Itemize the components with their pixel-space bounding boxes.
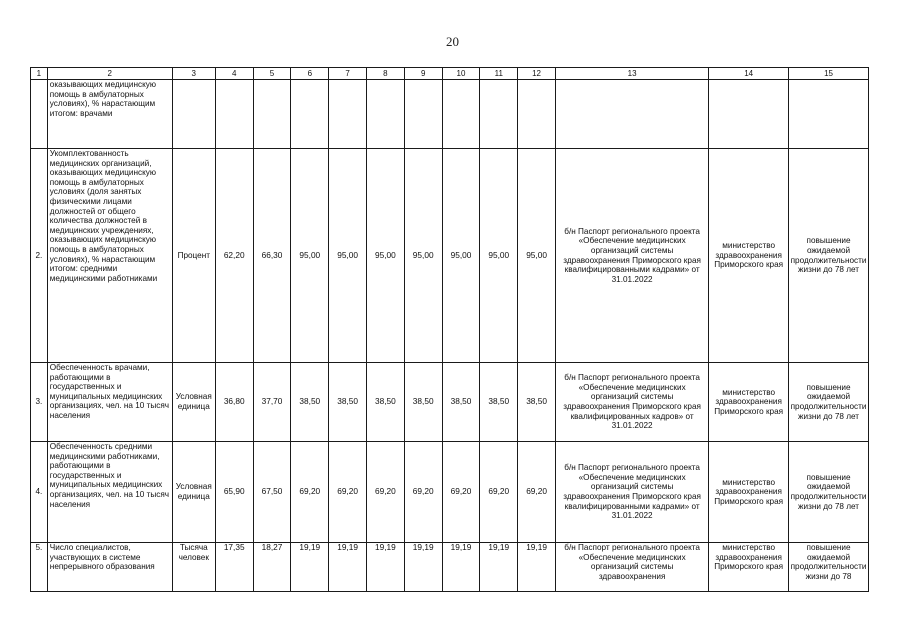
header-cell: 14	[709, 68, 789, 80]
unit-cell: Условная единица	[172, 442, 215, 543]
header-cell: 10	[442, 68, 480, 80]
unit-cell: Тысяча человек	[172, 543, 215, 592]
header-cell: 5	[253, 68, 291, 80]
header-cell: 2	[47, 68, 172, 80]
value-cell	[518, 80, 556, 149]
value-cell: 19,19	[329, 543, 367, 592]
value-cell: 38,50	[480, 363, 518, 442]
value-cell: 19,19	[404, 543, 442, 592]
indicators-table	[30, 67, 869, 592]
value-cell: 69,20	[329, 442, 367, 543]
value-cell: 19,19	[366, 543, 404, 592]
header-cell: 15	[789, 68, 869, 80]
unit-cell: Условная единица	[172, 363, 215, 442]
value-cell: 65,90	[215, 442, 253, 543]
source-document-cell: б/н Паспорт регионального проекта «Обеспечение медицинских организаций системы здравоохранения Приморского края квалифицированными кадрами» от 31.01.2022	[555, 442, 708, 543]
value-cell: 38,50	[518, 363, 556, 442]
unit-cell	[172, 80, 215, 149]
header-cell: 12	[518, 68, 556, 80]
value-cell: 17,35	[215, 543, 253, 592]
effect-cell: повышение ожидаемой продолжительности жизни до 78 лет	[789, 363, 869, 442]
responsible-body-cell: министерство здравоохранения Приморского края	[709, 442, 789, 543]
value-cell	[291, 80, 329, 149]
table-row	[31, 442, 869, 543]
header-cell: 1	[31, 68, 48, 80]
value-cell: 38,50	[442, 363, 480, 442]
indicator-name-cell: Обеспеченность средними медицинскими работниками, работающими в государственных и муниципальных медицинских организациях, чел. на 10 тысяч населения	[47, 442, 172, 543]
value-cell	[253, 80, 291, 149]
source-document-cell	[555, 80, 708, 149]
header-row	[31, 68, 869, 80]
row-number-cell	[31, 80, 48, 149]
source-document-cell: б/н Паспорт регионального проекта «Обеспечение медицинских организаций системы здравоохранения Приморского края квалифицированными кадрами» от 31.01.2022	[555, 149, 708, 363]
responsible-body-cell: министерство здравоохранения Приморского края	[709, 543, 789, 592]
table-row	[31, 80, 869, 149]
header-cell: 9	[404, 68, 442, 80]
responsible-body-cell: министерство здравоохранения Приморского края	[709, 149, 789, 363]
value-cell: 67,50	[253, 442, 291, 543]
table-row	[31, 543, 869, 592]
unit-cell: Процент	[172, 149, 215, 363]
row-number-cell: 2.	[31, 149, 48, 363]
value-cell: 95,00	[404, 149, 442, 363]
value-cell: 66,30	[253, 149, 291, 363]
indicator-name-cell: Число специалистов, участвующих в системе непрерывного образования	[47, 543, 172, 592]
value-cell: 19,19	[291, 543, 329, 592]
table-row	[31, 149, 869, 363]
value-cell	[404, 80, 442, 149]
effect-cell: повышение ожидаемой продолжительности жизни до 78 лет	[789, 149, 869, 363]
value-cell: 18,27	[253, 543, 291, 592]
header-cell: 4	[215, 68, 253, 80]
value-cell	[329, 80, 367, 149]
value-cell	[215, 80, 253, 149]
value-cell: 38,50	[291, 363, 329, 442]
table-row	[31, 363, 869, 442]
value-cell: 95,00	[366, 149, 404, 363]
indicator-name-cell: оказывающих медицинскую помощь в амбулаторных условиях), % нарастающим итогом: врачами	[47, 80, 172, 149]
effect-cell	[789, 80, 869, 149]
value-cell: 19,19	[518, 543, 556, 592]
value-cell: 38,50	[366, 363, 404, 442]
header-cell: 7	[329, 68, 367, 80]
indicator-name-cell: Укомплектованность медицинских организаций, оказывающих медицинскую помощь в амбулаторных условиях (доля занятых физическими лицами должностей от общего количества должностей в медицинских учреждениях, оказывающих медицинскую помощь в амбулаторных условиях), % нарастающим итогом: средними медицинскими работниками	[47, 149, 172, 363]
source-document-cell: б/н Паспорт регионального проекта «Обеспечение медицинских организаций системы здравоохранения	[555, 543, 708, 592]
value-cell: 95,00	[518, 149, 556, 363]
value-cell: 95,00	[442, 149, 480, 363]
value-cell: 19,19	[442, 543, 480, 592]
responsible-body-cell: министерство здравоохранения Приморского края	[709, 363, 789, 442]
responsible-body-cell	[709, 80, 789, 149]
value-cell: 38,50	[404, 363, 442, 442]
value-cell	[366, 80, 404, 149]
row-number-cell: 3.	[31, 363, 48, 442]
indicator-name-cell: Обеспеченность врачами, работающими в государственных и муниципальных медицинских организациях, чел. на 10 тысяч населения	[47, 363, 172, 442]
value-cell: 38,50	[329, 363, 367, 442]
value-cell	[442, 80, 480, 149]
value-cell: 69,20	[480, 442, 518, 543]
value-cell: 36,80	[215, 363, 253, 442]
row-number-cell: 5.	[31, 543, 48, 592]
value-cell: 95,00	[329, 149, 367, 363]
value-cell: 69,20	[366, 442, 404, 543]
header-cell: 3	[172, 68, 215, 80]
effect-cell: повышение ожидаемой продолжительности жизни до 78	[789, 543, 869, 592]
value-cell: 62,20	[215, 149, 253, 363]
value-cell	[480, 80, 518, 149]
page-number: 20	[446, 34, 459, 49]
source-document-cell: б/н Паспорт регионального проекта «Обеспечение медицинских организаций системы здравоохранения Приморского края квалифицированных кадров» от 31.01.2022	[555, 363, 708, 442]
value-cell: 69,20	[518, 442, 556, 543]
value-cell: 69,20	[291, 442, 329, 543]
header-cell: 11	[480, 68, 518, 80]
header-cell: 6	[291, 68, 329, 80]
value-cell: 95,00	[480, 149, 518, 363]
value-cell: 95,00	[291, 149, 329, 363]
value-cell: 69,20	[404, 442, 442, 543]
header-cell: 13	[555, 68, 708, 80]
value-cell: 37,70	[253, 363, 291, 442]
row-number-cell: 4.	[31, 442, 48, 543]
value-cell: 69,20	[442, 442, 480, 543]
header-cell: 8	[366, 68, 404, 80]
effect-cell: повышение ожидаемой продолжительности жизни до 78 лет	[789, 442, 869, 543]
value-cell: 19,19	[480, 543, 518, 592]
